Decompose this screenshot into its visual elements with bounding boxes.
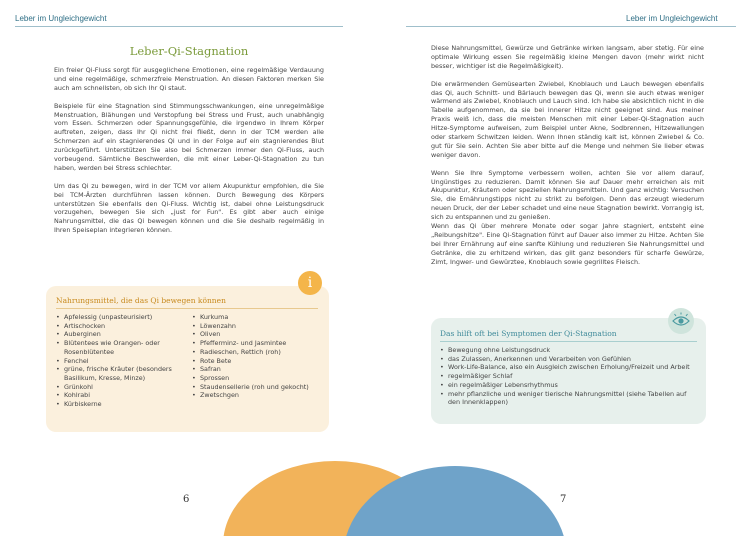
paragraph: Diese Nahrungsmittel, Gewürze und Getränke wirken langsam, aber stetig. Für eine optimale Wirkung essen Sie regelmäßig kleine Mengen davon (mehr wirkt nicht besser, wichtiger ist die Regelmäßigkeit). xyxy=(431,44,704,70)
list-item: • Kohlrabi xyxy=(56,391,196,400)
paragraph: Wenn Sie Ihre Symptome verbessern wollen, achten Sie vor allem darauf, Ungünstiges zu reduzieren. Damit können Sie auf Dauer mehr erreichen als mit Akupunktur, Kräutern oder speziellen Nahrungsmitteln. Und ganz wichtig: Versuchen Sie, die Ernährungstipps nicht zu strikt zu befolgen. Denn das erzeugt wiederum neuen Druck, der der Leber schadet und eine neue Stagnation bewirkt. Vorrangig ist, sich zu entspannen und zu genießen. xyxy=(431,168,704,222)
list-item: • Zwetschgen xyxy=(192,391,322,400)
list-item: • Auberginen xyxy=(56,330,196,339)
list-item: • regelmäßiger Schlaf xyxy=(440,372,698,381)
list-item: • Grünkohl xyxy=(56,383,196,392)
list-item: • Radieschen, Rettich (roh) xyxy=(192,348,322,357)
list-item: • Oliven xyxy=(192,330,322,339)
list-item: • Kurkuma xyxy=(192,313,322,322)
tips-list xyxy=(440,346,698,407)
info-icon: i xyxy=(298,271,322,295)
list-item: • Safran xyxy=(192,365,322,374)
section-title: Leber-Qi-Stagnation xyxy=(129,44,249,58)
body-text xyxy=(54,66,324,235)
foods-list-column-2 xyxy=(192,313,322,400)
list-item: • das Zulassen, Anerkennen und Verarbeiten von Gefühlen xyxy=(440,355,698,364)
list-item: • Artischocken xyxy=(56,322,196,331)
list-item: • Rote Bete xyxy=(192,357,322,366)
paragraph: Die erwärmenden Gemüsearten Zwiebel, Knoblauch und Lauch bewegen ebenfalls das Qi, auch Schnitt- und Bärlauch bewegen das Qi, wenn sie auch etwas weniger wärmend als Zwiebel, Knoblauch und Lauch sind. Ich habe sie absichtlich nicht in die Tabelle aufgenommen, da sie bei innerer Hitze nicht geeignet sind. Aus meiner Praxis weiß ich, dass die meisten Menschen mit einer Leber-Qi-Stagnation auch Hitze-Symptome aufweisen, zum Beispiel unter Akne, Sodbrennen, Hitzewallungen oder starkem Schwitzen leiden. Wenn Ihnen ständig kalt ist, können Zwiebel & Co. gut für Sie sein. Achten Sie aber bitte auf die Menge und nehmen Sie lieber etwas weniger davon. xyxy=(431,79,704,159)
list-item: • Staudensellerie (roh und gekocht) xyxy=(192,383,322,392)
foods-list-column-1 xyxy=(56,313,196,409)
right-page xyxy=(375,0,750,536)
list-item: • Pfefferminz- und Jasmintee xyxy=(192,339,322,348)
info-box-rule xyxy=(56,308,318,309)
info-box-rule xyxy=(440,341,697,342)
body-text xyxy=(431,44,704,267)
header-rule xyxy=(406,26,736,27)
list-item: • Bewegung ohne Leistungsdruck xyxy=(440,346,698,355)
list-item: • Sprossen xyxy=(192,374,322,383)
list-item: • Work-Life-Balance, also ein Ausgleich zwischen Erholung/Freizeit und Arbeit xyxy=(440,363,698,372)
info-box-tips xyxy=(431,318,706,424)
info-box-title: Nahrungsmittel, die das Qi bewegen können xyxy=(56,296,226,305)
paragraph: Wenn das Qi über mehrere Monate oder sogar Jahre stagniert, entsteht eine „Reibungshitze". Eine Qi-Stagnation führt auf Dauer also immer zu Hitze. Achten Sie bei Ihrer Ernährung auf eine sanfte Kühlung und reduzieren Sie Nahrungsmittel und Getränke, die zu erhitzend wirken, das gilt ganz besonders für scharfe Gewürze, Zimt, Ingwer- und Gewürztee, Knoblauch sowie gegrilltes Fleisch. xyxy=(431,222,704,266)
info-box-foods xyxy=(46,286,329,432)
list-item: • ein regelmäßiger Lebensrhythmus xyxy=(440,381,698,390)
list-item: • Blütentees wie Orangen- oder Rosenblütentee xyxy=(56,339,196,356)
info-box-title: Das hilft oft bei Symptomen der Qi-Stagnation xyxy=(440,329,617,338)
page-number: 7 xyxy=(560,494,567,505)
list-item: • Fenchel xyxy=(56,357,196,366)
list-item: • Kürbiskerne xyxy=(56,400,196,409)
page-number: 6 xyxy=(183,494,190,505)
running-header: Leber im Ungleichgewicht xyxy=(626,14,718,23)
paragraph: Um das Qi zu bewegen, wird in der TCM vor allem Akupunktur empfohlen, die Sie bei TCM-Ärzten durchführen lassen können. Durch Bewegung des Körpers unterstützen Sie ebenfalls den Qi-Fluss. Wichtig ist, dabei ohne Leistungsdruck vorzugehen, bewegen Sie sich „just for Fun". Es gibt aber auch einige Nahrungsmittel, die das Qi bewegen können und die Sie deshalb regelmäßig in Ihren Speiseplan integrieren können. xyxy=(54,181,324,235)
paragraph: Beispiele für eine Stagnation sind Stimmungsschwankungen, eine unregelmäßige Menstruation, Blähungen und Verstopfung bei Stress und Frust, auch unabhängig vom Essen. Schmerzen oder Spannungsgefühle, die irgendwo in Ihrem Körper auftreten, zeigen, dass Ihr Qi nicht frei fließt, denn in der TCM werden alle Schmerzen auf ein stagnierendes Qi und in der Folge auf ein stagnierendes Blut zurückgeführt. Unterstützen Sie also bei Schmerzen immer den Qi-Fluss, auch vorbeugend. Sämtliche Beschwerden, die mit einer Leber-Qi-Stagnation zu tun haben, werden bei Stress schlechter. xyxy=(54,101,324,172)
list-item: • Apfelessig (unpasteurisiert) xyxy=(56,313,196,322)
list-item: • grüne, frische Kräuter (besonders Basilikum, Kresse, Minze) xyxy=(56,365,196,382)
header-rule xyxy=(15,26,343,27)
eye-icon xyxy=(668,308,694,334)
list-item: • Löwenzahn xyxy=(192,322,322,331)
paragraph: Ein freier Qi-Fluss sorgt für ausgeglichene Emotionen, eine regelmäßige Verdauung und eine regelmäßige, schmerzfreie Menstruation. An diesen Faktoren merken Sie auch am schnellsten, ob sich Ihr Qi staut. xyxy=(54,66,324,92)
running-header: Leber im Ungleichgewicht xyxy=(15,14,107,23)
list-item: • mehr pflanzliche und weniger tierische Nahrungsmittel (siehe Tabellen auf den Innenklappen) xyxy=(440,390,698,407)
